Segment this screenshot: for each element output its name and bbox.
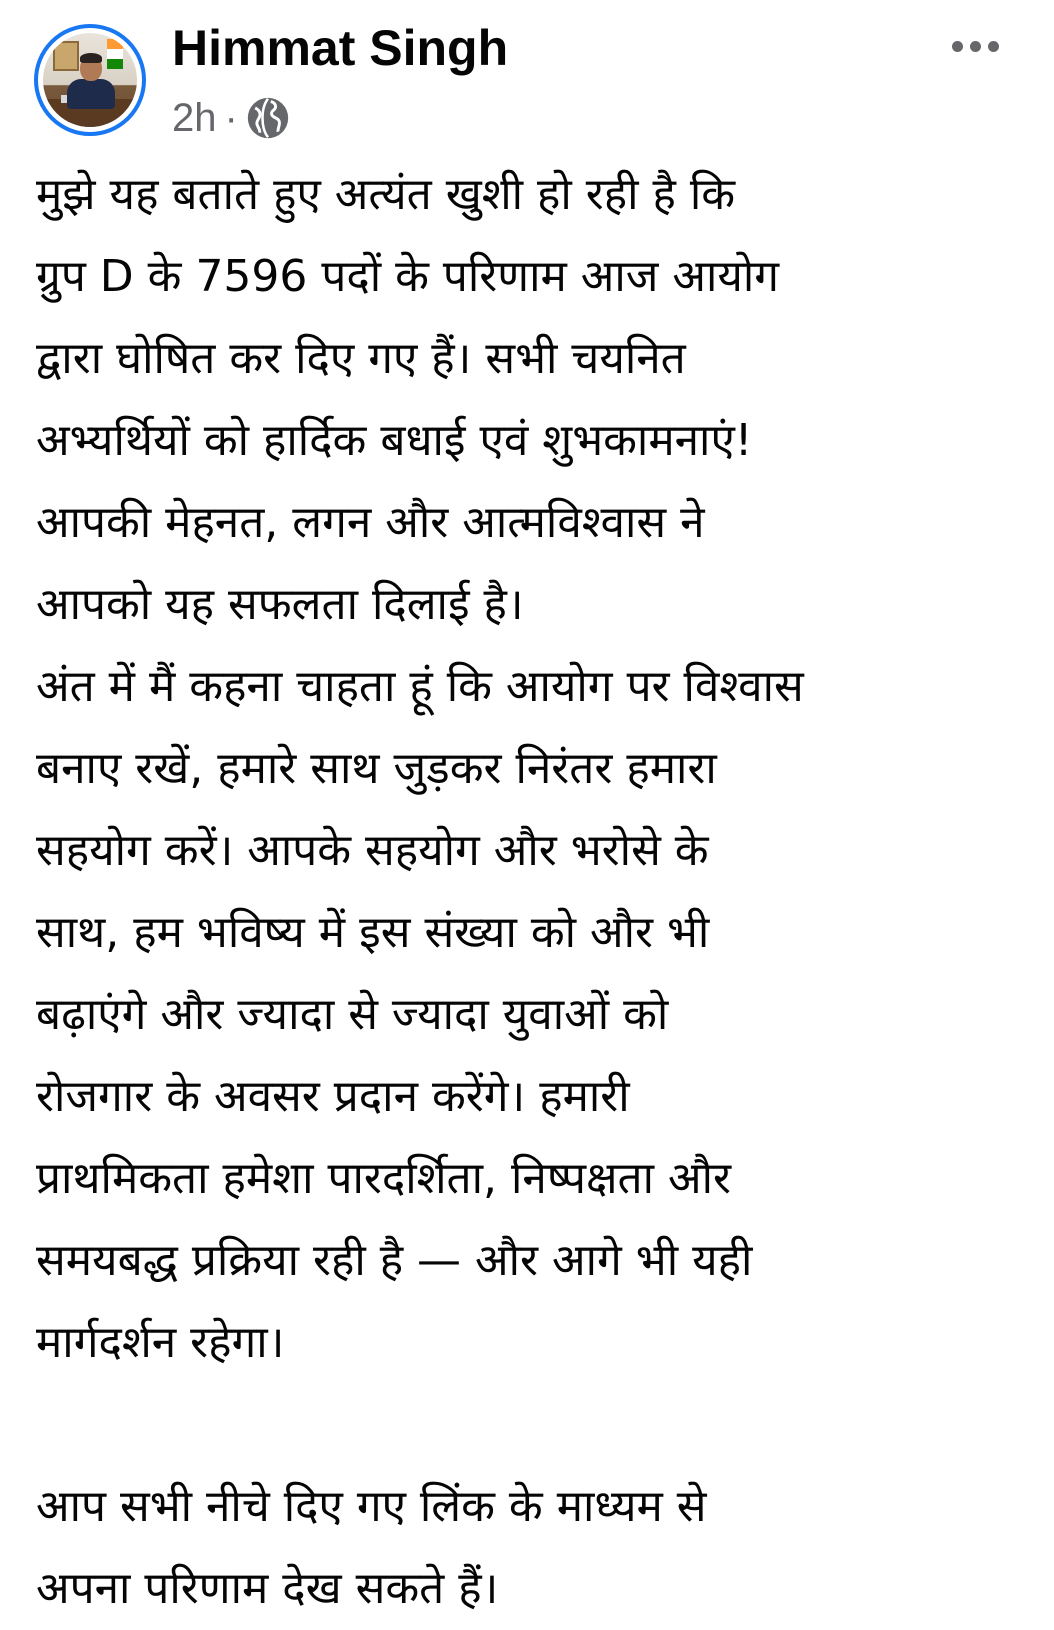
author-avatar[interactable] bbox=[34, 24, 146, 136]
post-text-line: मार्गदर्शन रहेगा। bbox=[36, 1317, 285, 1368]
post-text-line: अपना परिणाम देख सकते हैं। bbox=[36, 1563, 499, 1614]
more-options-icon[interactable] bbox=[940, 26, 1010, 66]
paragraph-gap bbox=[36, 1384, 1026, 1466]
post-text-line: साथ, हम भविष्य में इस संख्या को और भी bbox=[36, 907, 710, 958]
post-text-line: रोजगार के अवसर प्रदान करेंगे। हमारी bbox=[36, 1071, 630, 1122]
post-text-line: प्राथमिकता हमेशा पारदर्शिता, निष्पक्षता और bbox=[36, 1153, 731, 1204]
post-text-line: बनाए रखें, हमारे साथ जुड़कर निरंतर हमारा bbox=[36, 743, 717, 794]
post-text-line: समयबद्ध प्रक्रिया रही है — और आगे भी यही bbox=[36, 1235, 753, 1286]
meta-separator: · bbox=[224, 95, 238, 140]
post-timestamp[interactable]: 2h bbox=[172, 95, 217, 140]
post-text-line: अंत में मैं कहना चाहता हूं कि आयोग पर विश्वास bbox=[36, 661, 804, 712]
post-text-line: द्वारा घोषित कर दिए गए हैं। सभी चयनित bbox=[36, 333, 686, 384]
post-text-line: आपकी मेहनत, लगन और आत्मविश्वास ने bbox=[36, 497, 705, 548]
post-meta bbox=[172, 92, 290, 144]
post-text-line: अभ्यर्थियों को हार्दिक बधाई एवं शुभकामनाएं! bbox=[36, 415, 753, 466]
post-header bbox=[0, 0, 1054, 150]
avatar-photo bbox=[43, 33, 137, 127]
post-text-line: आपको यह सफलता दिलाई है। bbox=[36, 579, 524, 630]
post-text bbox=[36, 154, 1026, 1630]
post-text-line: मुझे यह बताते हुए अत्यंत खुशी हो रही है कि bbox=[36, 169, 736, 220]
post-text-line: आप सभी नीचे दिए गए लिंक के माध्यम से bbox=[36, 1481, 707, 1532]
post-text-line: ग्रुप D के 7596 पदों के परिणाम आज आयोग bbox=[36, 251, 780, 302]
globe-icon[interactable] bbox=[246, 96, 290, 140]
author-name[interactable]: Himmat Singh bbox=[172, 20, 509, 76]
post-text-line: सहयोग करें। आपके सहयोग और भरोसे के bbox=[36, 825, 709, 876]
post-text-line: बढ़ाएंगे और ज्यादा से ज्यादा युवाओं को bbox=[36, 989, 669, 1040]
